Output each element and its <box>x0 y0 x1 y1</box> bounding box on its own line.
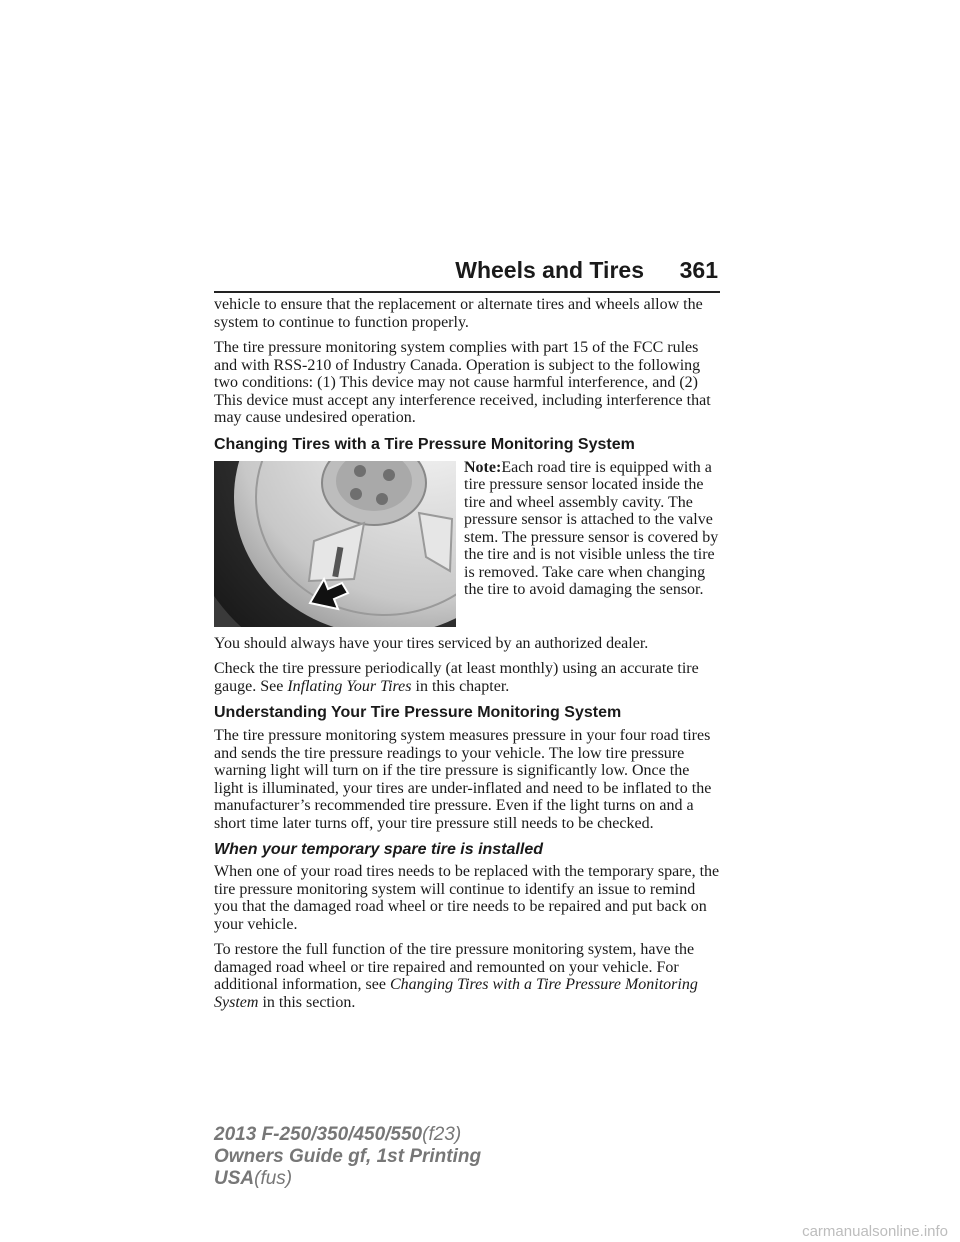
link-inflating-tires[interactable]: Inflating Your Tires <box>287 677 412 695</box>
footer-model-name: 2013 F-250/350/450/550 <box>214 1124 423 1145</box>
footer-model-code: (f23) <box>422 1124 462 1145</box>
heading-understanding-tpms: Understanding Your Tire Pressure Monitoring System <box>214 704 622 721</box>
wheel-valve-stem-image <box>214 461 456 627</box>
note-label: Note: <box>464 458 502 476</box>
sensor-note <box>464 459 720 627</box>
note-with-figure <box>214 459 722 627</box>
paragraph-fcc: The tire pressure monitoring system complies with part 15 of the FCC rules and with RSS-210 of Industry Canada. Operation is subject to the following two conditions: (1) This device may not cause harmful interference, and (2) This device must accept any interference received, including interference that may cause undesired operation. <box>214 339 711 426</box>
watermark: carmanualsonline.info <box>802 1223 948 1240</box>
footer-market-code: (fus) <box>254 1168 293 1189</box>
paragraph-continuation: vehicle to ensure that the replacement or alternate tires and wheels allow the system to continue to function properly. <box>214 296 703 331</box>
paragraph-spare-installed: When one of your road tires needs to be replaced with the temporary spare, the tire pressure monitoring system will continue to identify an issue to remind you that the damaged road wheel or tire needs to be repaired and put back on your vehicle. <box>214 863 720 933</box>
restore-text-prefix: To restore the full function of the tire pressure monitoring system, have the damaged road wheel or tire repaired and remounted on your vehicle. For additional information, see <box>214 941 695 993</box>
check-text-prefix: Check the tire pressure periodically (at least monthly) using an accurate tire gauge. See <box>214 660 699 695</box>
note-text: Each road tire is equipped with a tire pressure sensor located inside the tire and wheel assembly cavity. The pressure sensor is attached to the valve stem. The pressure sensor is covered by the tire and is not visible unless the tire is removed. Take care when changing the tire to avoid damaging the sensor. <box>464 458 719 598</box>
paragraph-restore-function <box>214 941 722 1011</box>
footer-market <box>214 1168 481 1190</box>
heading-changing-tires: Changing Tires with a Tire Pressure Monitoring System <box>214 435 635 453</box>
tire-sensor-illustration <box>214 461 456 627</box>
page-header <box>214 255 720 293</box>
footer-model <box>214 1124 481 1146</box>
page-number: 361 <box>679 257 718 283</box>
heading-temporary-spare: When your temporary spare tire is installed <box>214 841 543 858</box>
check-text-suffix: in this chapter. <box>411 677 510 695</box>
footer-market-name: USA <box>214 1168 255 1189</box>
link-changing-tires[interactable]: Changing Tires with a Tire Pressure Monitoring System <box>214 976 698 1011</box>
page-footer <box>214 1124 481 1190</box>
footer-printing: Owners Guide gf, 1st Printing <box>214 1146 482 1167</box>
section-title: Wheels and Tires <box>455 257 644 283</box>
restore-text-suffix: in this section. <box>258 993 356 1011</box>
paragraph-check-pressure <box>214 660 722 695</box>
page-body <box>214 296 722 1019</box>
paragraph-tpms-description: The tire pressure monitoring system measures pressure in your four road tires and sends the tire pressure readings to your vehicle. The low tire pressure warning light will turn on if the tire pressure is significantly low. Once the light is illuminated, your tires are under-inflated and need to be inflated to the manufacturer’s recommended tire pressure. Even if the light turns on and a short time later turns off, your tire pressure still needs to be checked. <box>214 727 712 832</box>
paragraph-dealer: You should always have your tires serviced by an authorized dealer. <box>214 634 649 652</box>
